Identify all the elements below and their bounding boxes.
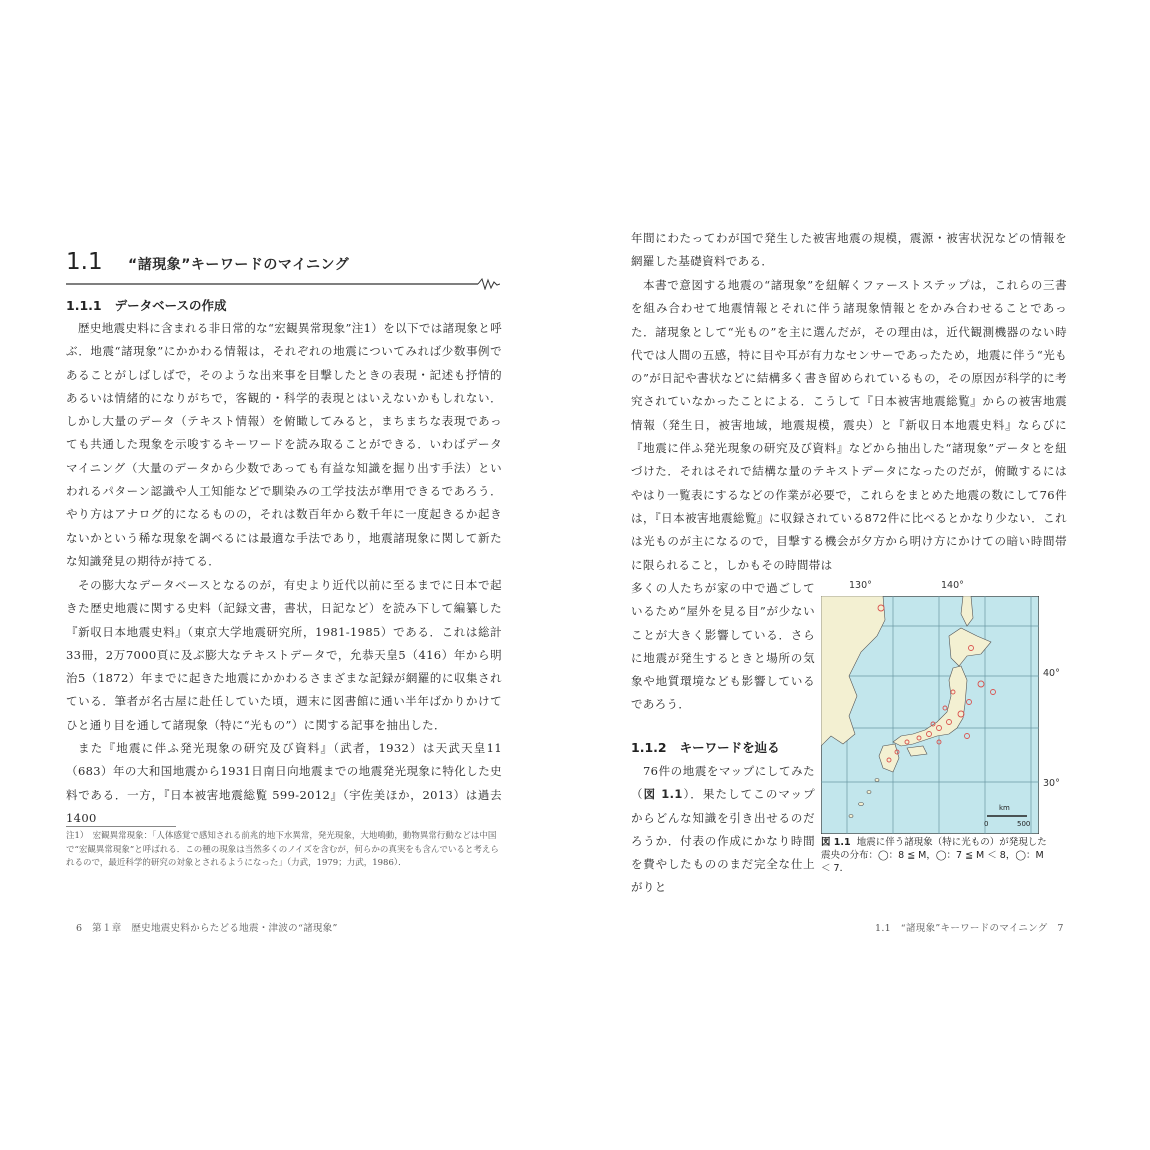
subsection-heading-2 <box>631 738 780 756</box>
paragraph-r1: 年間にわたってわが国で発生した被害地震の規模，震源・被害状況などの情報を網羅した基礎資料である． <box>631 231 1067 269</box>
subsection-heading-1 <box>66 296 227 314</box>
page-footer-right: 1.1 “諸現象”キーワードのマイニング 7 <box>875 923 1064 934</box>
subsection-title: キーワードを辿る <box>679 740 780 755</box>
paragraph-r2-wrap: 多くの人たちが家の中で過ごしているため“屋外を見る目”が少ないことが大きく影響している．さらに地震が発生するときと場所の気象や地質環境なども影響しているであろう． <box>631 581 815 712</box>
paragraph-r3 <box>631 760 815 900</box>
scale-tick-500: 500 <box>1017 820 1031 828</box>
subsection-number: 1.1.1 <box>66 298 102 313</box>
page-footer-left: 6 第１章 歴史地震史料からたどる地震・津波の“諸現象” <box>76 923 338 934</box>
lon-label-140: 140° <box>941 580 964 591</box>
section-title: “諸現象”キーワードのマイニング <box>128 257 350 273</box>
section-heading <box>66 249 500 277</box>
japan-epicenter-map <box>821 596 1039 834</box>
subsection-title: データベースの作成 <box>114 298 227 313</box>
paragraph-3: また『地震に伴ふ発光現象の研究及び資料』（武者，1932）は天武天皇11（683）年の大和国地震から1931日南日向地震までの地震発光現象に特化した史料である．一方，『日本被害地震総覧 599-2012』（宇佐美ほか，2013）は過去1400 <box>66 741 502 825</box>
section-rule-seismogram <box>66 278 500 290</box>
scale-unit: km <box>999 804 1010 812</box>
figure-caption-text: 地震に伴う諸現象（特に光もの）が発現した震央の分布：◯：8 ≦ M，◯：7 ≦ M ＜ 8，◯：M ＜ 7． <box>821 837 1047 874</box>
paragraph-r3-a: 76件の地震をマップにしてみた（ <box>631 764 815 802</box>
figure-caption <box>821 836 1049 875</box>
shikoku <box>907 746 927 756</box>
paragraph-2: その膨大なデータベースとなるのが，有史より近代以前に至るまでに日本で起きた歴史地震に関する史料（記録文書，書状，日記など）を読み下して編纂した『新収日本地震史料』（東京大学地震研究所，1981-1985）である．これは総計33冊，2万7000頁に及ぶ膨大なテキストデータで，允恭天皇5（416）年から明治5（1872）年までに起きた地震にかかわるさまざまな記録が網羅的に収集されている．筆者が名古屋に赴任していた頃，週末に図書館に通い半年ばかりかけてひと通り目を通して諸現象（特に“光もの”）に関する記事を抽出した． <box>66 578 502 732</box>
paragraph-1: 歴史地震史料に含まれる非日常的な“宏観異常現象”注1）を以下では諸現象と呼ぶ．地震“諸現象”にかかわる情報は，それぞれの地震についてみれば少数事例であることがしばしばで，そのような出来事を目撃したときの表現・記述も抒情的あるいは情緒的になりがちで，客観的・科学的表現とはいえないかもしれない．しかし大量のデータ（テキスト情報）を俯瞰してみると，まちまちな表現であっても共通した現象を示唆するキーワードを読み取ることができる．いわばデータマイニング（大量のデータから少数であっても有益な知識を掘り出す手法）といわれるパターン認識や人工知能などで馴染みの工学技法が準用できるであろう．やり方はアナログ的になるものの，それは数百年から数千年に一度起きるか起きないかという稀な現象を調べるには最適な手法であり，地震諸現象に関して新たな知識発見の期待が持てる． <box>66 321 502 568</box>
footnote-rule <box>66 826 176 827</box>
lat-label-40: 40° <box>1043 668 1060 679</box>
paragraph-r2: 本書で意図する地震の“諸現象”を紐解くファーストステップは，これらの三書を組み合わせて地震情報とそれに伴う諸現象情報とをかみ合わせることであった．諸現象として“光もの”を主に選んだが，その理由は，近代観測機器のない時代では人間の五感，特に目や耳が有力なセンサーであったため，地震に伴う“光もの”が日記や書状などに結構多く書き留められているもの，その原因が科学的に考究されていなかったことによる．こうして『日本被害地震総覧』からの被害地震情報（発生日，被害地域，地震規模，震央）と『新収日本地震史料』ならびに『地震に伴ふ発光現象の研究及び資料』などから抽出した“諸現象”データとを紐づけた．それはそれで結構な量のテキストデータになったのだが，俯瞰するにはやはり一覧表にするなどの作業が必要で，これらをまとめた地震の数にして76件は，『日本被害地震総覧』に収録されている872件に比べるとかなり少ない．これは光ものが主になるので，目撃する機会が夕方から明け方にかけての暗い時間帯に限られること，しかもその時間帯は <box>631 278 1067 572</box>
right-page <box>575 0 1150 1150</box>
scale-tick-0: 0 <box>984 820 989 828</box>
subsection-number: 1.1.2 <box>631 740 667 755</box>
section-number: 1.1 <box>66 249 103 275</box>
lon-label-130: 130° <box>849 580 872 591</box>
lat-label-30: 30° <box>1043 778 1060 789</box>
figure-caption-label: 図 1.1 <box>821 837 851 848</box>
footnote: 注1） 宏観異常現象：「人体感覚で感知される前兆的地下水異常，発光現象，大地鳴動，動物異常行動などは中国で“宏観異常現象”と呼ばれる．この種の現象は当然多くのノイズを含むが，何らかの真実をも含んでいると考えられるので，最近科学的研究の対象とされるようになった」（力武，1979；力武，1986）． <box>66 831 499 868</box>
figure-reference: 図 1.1 <box>643 787 683 802</box>
paragraph-r3-b: ）．果たしてこのマップからどんな知識を引き出せるのだろうか．付表の作成にかなり時間を費やしたもののまだ完全な仕上がりと <box>631 787 815 895</box>
